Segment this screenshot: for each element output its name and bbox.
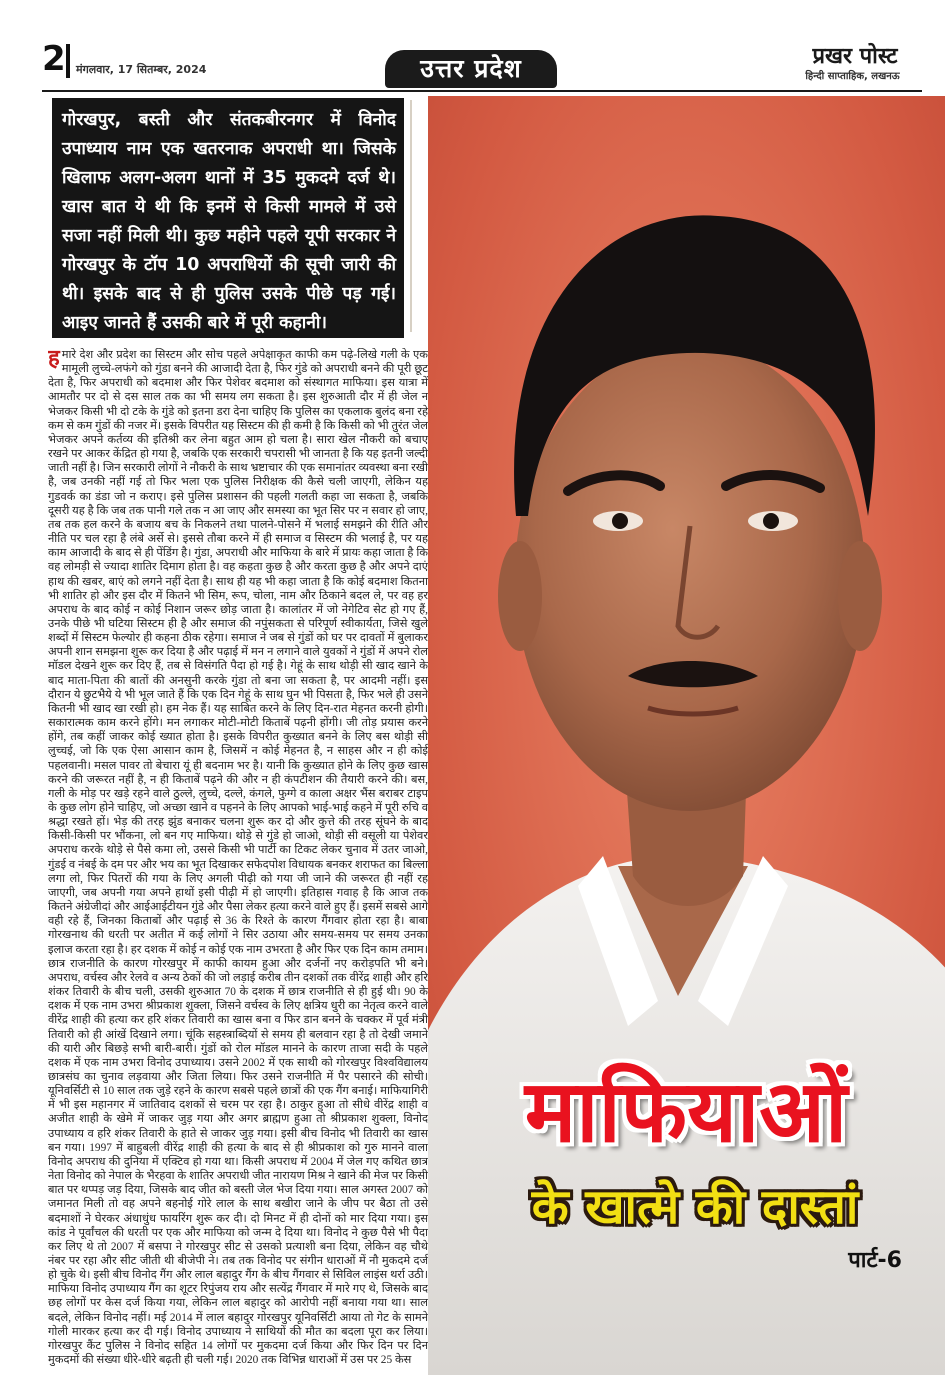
issue-date: मंगलवार, 17 सितम्बर, 2024 — [76, 63, 207, 76]
newspaper-tagline: हिन्दी साप्ताहिक, लखनऊ — [805, 71, 900, 82]
drop-cap: ह — [48, 348, 60, 370]
intro-box — [52, 98, 404, 338]
page-number: 2 — [42, 39, 66, 79]
column-divider — [410, 100, 412, 332]
article-body — [48, 348, 428, 1367]
masthead — [0, 0, 945, 96]
section-banner: उत्तर प्रदेश — [385, 50, 557, 88]
intro-text: गोरखपुर, बस्ती और संतकबीरनगर में विनोद उपाध्याय नाम एक खतरनाक अपराधी था। जिसके खिलाफ अलग-अलग थानों में 35 मुकदमे दर्ज थे। खास बात ये थी कि इनमें से किसी मामले में उसे सजा नहीं मिली थी। कुछ महीने पहले यूपी सरकार ने गोरखपुर के टॉप 10 अपराधियों की सूची जारी की थी। इसके बाद से ही पुलिस उसके पीछे पड़ गई। आइए जानते हैं उसकी बारे में पूरी कहानी। — [62, 110, 396, 333]
newspaper-name: प्रखर पोस्ट — [812, 44, 898, 69]
page-number-divider — [66, 44, 70, 78]
headline-main: माफियाओं — [524, 1062, 848, 1162]
part-label: पार्ट-6 — [848, 1248, 902, 1273]
article-body-text: मारे देश और प्रदेश का सिस्टम और सोच पहले अपेक्षाकृत काफी कम पढ़े-लिखे गली के एक मामूली लुच्चे-लफंगे को गुंडा बनने की आजादी देता है, फिर गुंडे को अपराधी बनने की पूरी छूट देता है, फिर अपराधी को बदमाश और फिर पेशेवर बदमाश को संस्थागत माफिया। इस यात्रा में आमतौर पर दो से दस साल तक का भी समय लग सकता है। इस शुरुआती दौर में ही जेल न भेजकर किसी भी दो टके के गुंडे को इतना डरा देना चाहिए कि पुलिस का एकलाक बुलंद बना रहे कम से कम गुंडों की नजर में। इसके विपरीत यह सिस्टम की ही कमी है कि किसी को भी तुरंत जेल भेजकर अपने कर्तव्य की इतिश्री कर लेना बहुत आम हो चला है। सारा खेल नौकरी को बचाए रखने पर आकर केंद्रित हो गया है, जबकि एक सरकारी चपरासी भी जानता है कि यह इतनी जल्दी जाती नहीं है। जिन सरकारी लोगों ने नौकरी के साथ भ्रष्टाचार की एक समानांतर व्यवस्था बना रखी है, जब उनकी नहीं गई तो फिर भला एक पुलिस निरीक्षक की कैसे चली जाएगी, लेकिन यह गुडवर्क का डंडा जो न कराए। इसे पुलिस प्रशासन की पहली गलती कहा जा सकता है, जबकि दूसरी यह है कि जब तक पानी गले तक न आ जाए और समस्या का भूत सिर पर न सवार हो जाए, तब तक हल करने के बजाय बच के निकलने तथा पालने-पोसने में भलाई समझने की रीति और नीति पर चल रहा है लंबे अर्से से। इससे तौबा करने में ही समाज व सिस्टम की भलाई है, पर यह काम आजादी के बाद से ही पेंडिंग है। गुंडा, अपराधी और माफिया के बारे में प्रायः कहा जाता है कि वह लोमड़ी से ज्यादा शातिर दिमाग होता है। वह कहता कुछ है और करता कुछ है और अपने दाएं हाथ की खबर, बाएं को लगने नहीं देता है। साथ ही यह भी कहा जाता है कि कोई बदमाश कितना भी शातिर हो और इस दौर में कितने भी सिम, रूप, चोला, नाम और ठिकाने बदल ले, पर वह हर अपराध के बाद कोई न कोई निशान जरूर छोड़ जाता है। कालांतर में जो नेगेटिव सेट हो गए हैं, उनके पीछे भी घटिया सिस्टम ही है और समाज की नपुंसकता से परिपूर्ण स्वीकार्यता, जिसे खुले शब्दों में सिस्टम फेल्योर ही कहना ठीक रहेगा। समाज ने जब से गुंडों को घर पर दावतों में बुलाकर अपनी शान समझना शुरू कर दिया है और पढ़ाई में मन न लगाने वाले युवकों ने गुंडों में अपने रोल मॉडल देखने शुरू कर दिए हैं, तब से विसंगति पैदा हो गई है। गेहूं के साथ थोड़ी सी खाद खाने के बाद माता-पिता की बातों की अनसुनी करके गुंडा तो बना जा सकता है, पर आदमी नहीं। इस दौरान ये छुटभैये ये भी भूल जाते हैं कि एक दिन गेहूं के साथ घुन भी पिसता है, फिर भले ही उसने कितनी भी खाद खा रखी हो। हम नेक हैं। यह साबित करने के लिए दिन-रात मेहनत करनी होगी। सकारात्मक काम करने होंगे। मन लगाकर मोटी-मोटी किताबें पढ़नी होंगी। जी तोड़ प्रयास करने होंगे, तब कहीं जाकर कोई ख्यात होता है। इसके विपरीत कुख्यात बनने के लिए बस थोड़ी सी लुच्चई, जो कि एक ऐसा आसान काम है, जिसमें न कोई मेहनत है, न साहस और न ही कोई पहलवानी। मसल पावर तो बेचारा यूं ही बदनाम भर है। यानी कि कुख्यात होने के लिए कुछ खास करने की जरूरत नहीं है, न ही किताबें पढ़ने की और न ही कंपटीशन की तैयारी करने की। बस, गली के मोड़ पर खड़े रहने वाले ठुल्ले, लुच्चे, दल्ले, कंगले, फुग्गे व काला अक्षर भैंस बराबर टाइप के कुछ लोग होने चाहिए, जो अच्छा खाने व पहनने के लिए आपको भाई-भाई कहने में पूरी रुचि व श्रद्धा रखते हों। भेड़ की तरह झुंड बनाकर चलना शुरू कर दो और कुत्ते की तरह सूंघने के बाद किसी-किसी पर भौंकना, लो बन गए माफिया। थोड़े से गुंडे हो जाओ, थोड़ी सी वसूली या पेशेवर अपराध करके थोड़े से पैसे कमा लो, उससे किसी भी पार्टी का टिकट लेकर चुनाव में उतर जाओ, गुंडई व नंबई के दम पर और भय का भूत दिखाकर सफेदपोश विधायक बनकर शराफत का बिल्ला लगा लो, फिर पितरों की गया के लिए अगली पीढ़ी को गया जी जाने की जरूरत ही नहीं रह जाएगी, जब अपनी गया अपने हाथों इसी पीढ़ी में हो जाएगी। इतिहास गवाह है कि आज तक कितने अंग्रेजीदां और आईआईटीयन गुंडे और पैसा लेकर हत्या करने वाले हुए हैं। इसमें सबसे आगे वही रहे हैं, जिनका किताबों और पढ़ाई से 36 के रिश्ते के कारण गैंगवार होता रहा है। बाबा गोरखनाथ की धरती पर अतीत में कई लोगों ने सिर उठाया और समय-समय पर समय उनका इलाज करता रहा है। हर दशक में कोई न कोई एक नाम उभरता है और फिर एक दिन काम तमाम। छात्र राजनीति के कारण गोरखपुर में काफी कायम हुआ और दर्जनों नए करोड़पति भी बने। अपराध, वर्चस्व और रेलवे व अन्य ठेकों की जो लड़ाई करीब तीन दशकों तक वीरेंद्र शाही और हरि शंकर तिवारी के बीच चली, उसकी शुरुआत 70 के दशक में छात्र राजनीति से ही हुई थी। 90 के दशक में एक नाम उभरा श्रीप्रकाश शुक्ला, जिसने वर्चस्व के लिए क्षत्रिय धुरी का नेतृत्व करने वाले वीरेंद्र शाही की हत्या कर हरि शंकर तिवारी का खास बना व फिर डान बनने के चक्कर में पूर्व मंत्री तिवारी को ही आंखें दिखाने लगा। चूंकि सहस्त्राब्दियों से समय ही बलवान रहा है तो देखी जमाने की यारी और बिछड़े सभी बारी-बारी। गुंडों को रोल मॉडल मानने के कारण ताजा सदी के पहले दशक में एक नाम उभरा विनोद उपाध्याय। उसने 2002 में एक साथी को गोरखपुर विश्वविद्यालय छात्रसंघ का चुनाव लड़वाया और जिता लिया। फिर उसने राजनीति में पैर पसारने की सोची। यूनिवर्सिटी से 10 साल तक जुड़े रहने के कारण सबसे पहले छात्रों की एक गैंग बनाई। माफियागिरी में भी इस महानगर में जातिवाद दशकों से चरम पर रहा है। ठाकुर हुआ तो सीधे वीरेंद्र शाही व अजीत शाही के खेमे में जाकर जुड़ गया और अगर ब्राह्मण हुआ तो श्रीप्रकाश शुक्ला, विनोद उपाध्याय व हरि शंकर तिवारी के हाते से जाकर जुड़ गया। इसी बीच विनोद भी तिवारी का खास बन गया। 1997 में बाहुबली वीरेंद्र शाही की हत्या के बाद से ही श्रीप्रकाश को गुरु मानने वाला विनोद अपराध की दुनिया में एक्टिव हो गया था। किसी अपराध में 2004 में जेल गए कथित छात्र नेता विनोद को नेपाल के भैरहवा के शातिर अपराधी जीत नारायण मिश्र ने खाने की मेज पर किसी बात पर थप्पड़ जड़ दिया, जिसके बाद जीत को बस्ती जेल भेज दिया गया। साल अगस्त 2007 को जमानत मिली तो वह अपने बहनोई गोरे लाल के साथ बखीरा जाने के जीप पर बैठा तो उसे बदमाशों ने घेरकर अंधाधुंध फायरिंग शुरू कर दी। दो मिनट में ही दोनों को मार दिया गया। इस कांड ने पूर्वांचल की धरती पर एक और माफिया को जन्म दे दिया था। विनोद ने कुछ पैसे भी पैदा कर लिए थे तो 2007 में बसपा ने गोरखपुर सीट से उसको प्रत्याशी बना दिया, लेकिन वह चौथे नंबर पर रहा और सीट जीती थी बीजेपी ने। तब तक विनोद पर संगीन धाराओं में नौ मुकदमे दर्ज हो चुके थे। इसी बीच विनोद गैंग और लाल बहादुर गैंग के बीच गैंगवार से सिविल लाइंस थर्रा उठी। माफिया विनोद उपाध्याय गैंग का शूटर रिपुंजय राय और सत्येंद्र गैंगवार में मारे गए थे, जिसके बाद छह लोगों पर केस दर्ज किया गया, लेकिन लाल बहादुर को आरोपी नहीं बनाया गया था। साल बदले, लेकिन विनोद नहीं। मई 2014 में लाल बहादुर गोरखपुर यूनिवर्सिटी आया तो गेट के सामने गोली मारकर हत्या कर दी गई। विनोद उपाध्याय ने साथियों की मौत का बदला पूरा कर लिया। गोरखपुर कैंट पुलिस ने विनोद सहित 14 लोगों पर मुकदमा दर्ज किया और फिर दिन पर दिन मुकदमों की संख्या धीरे-धीरे बढ़ती ही चली गई। 2020 तक विभिन्न धाराओं में उस पर 25 केस — [48, 349, 428, 1367]
masthead-divider — [42, 90, 922, 92]
article-column — [48, 348, 428, 1375]
headline-sub: के खात्मे की दास्तां — [531, 1179, 859, 1235]
